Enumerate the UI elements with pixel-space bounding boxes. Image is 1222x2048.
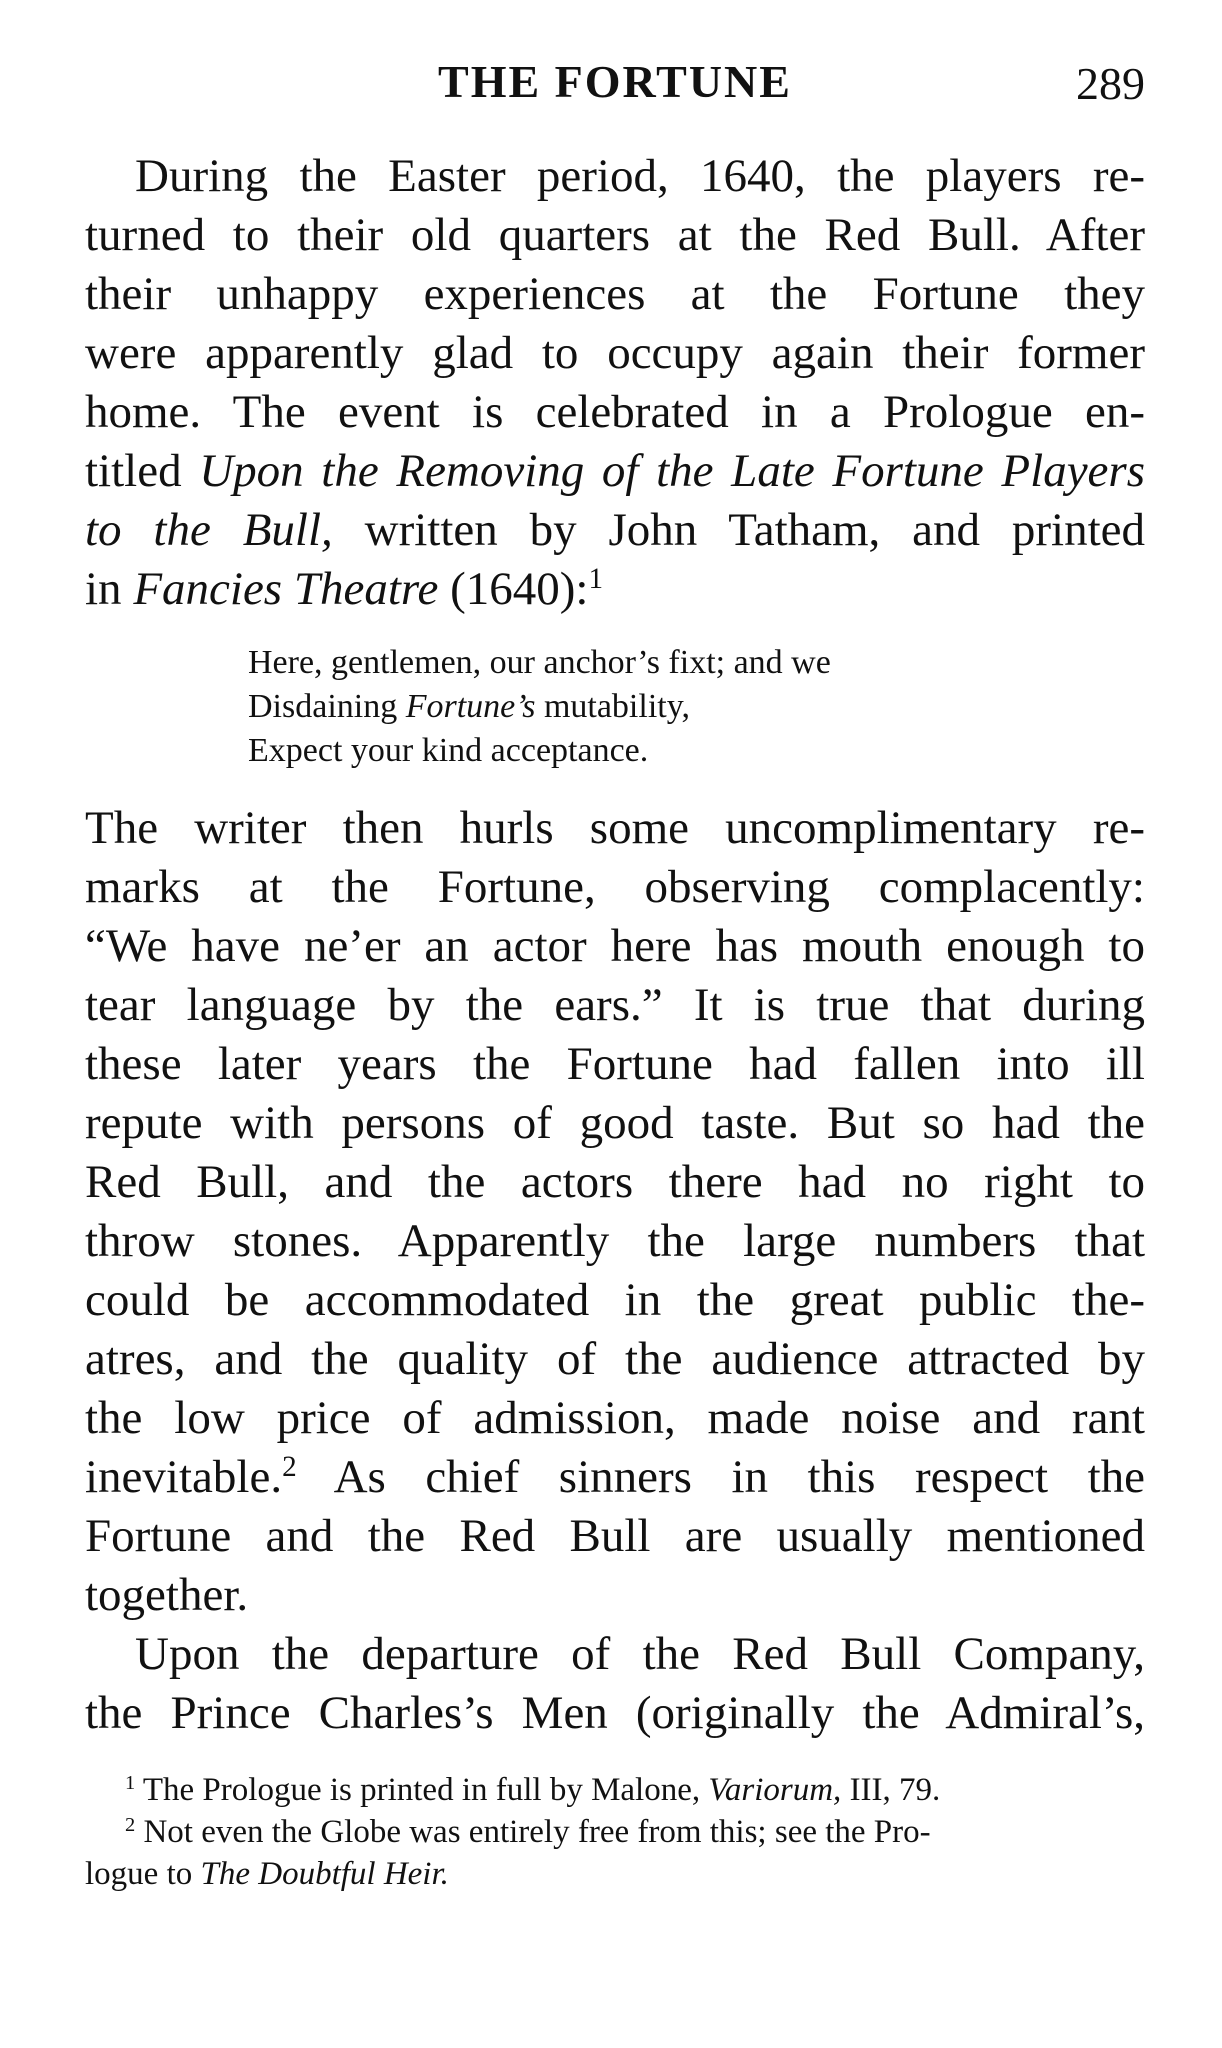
footnote-marker: 1	[125, 1771, 136, 1794]
text-line: Upon the departure of the Red Bull Company,	[135, 1628, 1145, 1680]
book-title-italic: Fancies Theatre	[133, 563, 439, 615]
verse-line: Expect your kind acceptance.	[248, 732, 649, 769]
text-line: home. The event is celebrated in a Prologue en-	[85, 386, 1145, 438]
text-line	[85, 442, 1145, 501]
text-line: turned to their old quarters at the Red Bull. After	[85, 209, 1145, 261]
paragraph-1	[85, 147, 1145, 619]
footnote-reference: 2	[282, 1450, 297, 1483]
text-run: The Prologue is printed in full by Malone,	[135, 1772, 709, 1808]
paragraph-2	[85, 799, 1145, 1625]
page-header	[85, 55, 1145, 115]
footnote-1	[85, 1769, 1145, 1811]
footnote-reference: 1	[588, 562, 603, 595]
footnote-italic: Variorum,	[708, 1772, 842, 1808]
footnote-italic: The Doubtful Heir.	[200, 1856, 449, 1892]
prologue-title-italic: Upon the Removing of the Late Fortune Players	[199, 445, 1145, 497]
text-line: could be accommodated in the great public the-	[85, 1274, 1145, 1326]
text-line: were apparently glad to occupy again their former	[85, 327, 1145, 379]
text-line: During the Easter period, 1640, the players re-	[135, 150, 1145, 202]
text-run: mutability,	[535, 688, 690, 725]
page-number: 289	[1076, 58, 1145, 109]
text-line: marks at the Fortune, observing complacently:	[85, 861, 1145, 913]
text-line: together.	[85, 1569, 249, 1621]
text-run: Disdaining	[248, 688, 406, 725]
text-line: the Prince Charles’s Men (originally the Admiral’s,	[85, 1687, 1145, 1739]
running-title: THE FORTUNE	[438, 56, 792, 107]
text-line: “We have ne’er an actor here has mouth enough to	[85, 920, 1145, 972]
text-line: the low price of admission, made noise and rant	[85, 1392, 1145, 1444]
book-page	[85, 55, 1145, 1895]
footnote-2	[85, 1811, 1145, 1853]
text-run: Not even the Globe was entirely free from this; see the Pro-	[135, 1814, 931, 1850]
text-line	[85, 501, 1145, 560]
text-run: III, 79.	[841, 1772, 941, 1808]
verse-quotation	[248, 641, 1145, 773]
prologue-title-italic: to the Bull,	[85, 504, 333, 556]
verse-line	[248, 685, 1145, 729]
text-line	[85, 1448, 1145, 1507]
text-run: As chief sinners in this respect the	[296, 1451, 1145, 1503]
text-line: tear language by the ears.” It is true that during	[85, 979, 1145, 1031]
text-line: these later years the Fortune had fallen into ill	[85, 1038, 1145, 1090]
verse-line: Here, gentlemen, our anchor’s fixt; and we	[248, 644, 831, 681]
text-line: Fortune and the Red Bull are usually mentioned	[85, 1510, 1145, 1562]
footnotes	[85, 1769, 1145, 1895]
text-run: written by John Tatham, and printed	[332, 504, 1146, 556]
text-run: logue to	[85, 1856, 201, 1892]
text-line: Red Bull, and the actors there had no right to	[85, 1156, 1145, 1208]
verse-italic: Fortune’s	[405, 688, 536, 725]
text-run: inevitable.	[85, 1451, 283, 1503]
footnote-2-continued	[85, 1853, 1145, 1895]
footnote-marker: 2	[125, 1813, 136, 1836]
text-run: in	[85, 563, 134, 615]
text-line: atres, and the quality of the audience attracted by	[85, 1333, 1145, 1385]
text-run: (1640):	[438, 563, 589, 615]
text-line: throw stones. Apparently the large numbers that	[85, 1215, 1145, 1267]
text-line	[85, 560, 1145, 619]
text-line: their unhappy experiences at the Fortune they	[85, 268, 1145, 320]
text-run: titled	[85, 445, 200, 497]
text-line: The writer then hurls some uncomplimentary re-	[85, 802, 1145, 854]
paragraph-3	[85, 1625, 1145, 1743]
text-line: repute with persons of good taste. But so had the	[85, 1097, 1145, 1149]
